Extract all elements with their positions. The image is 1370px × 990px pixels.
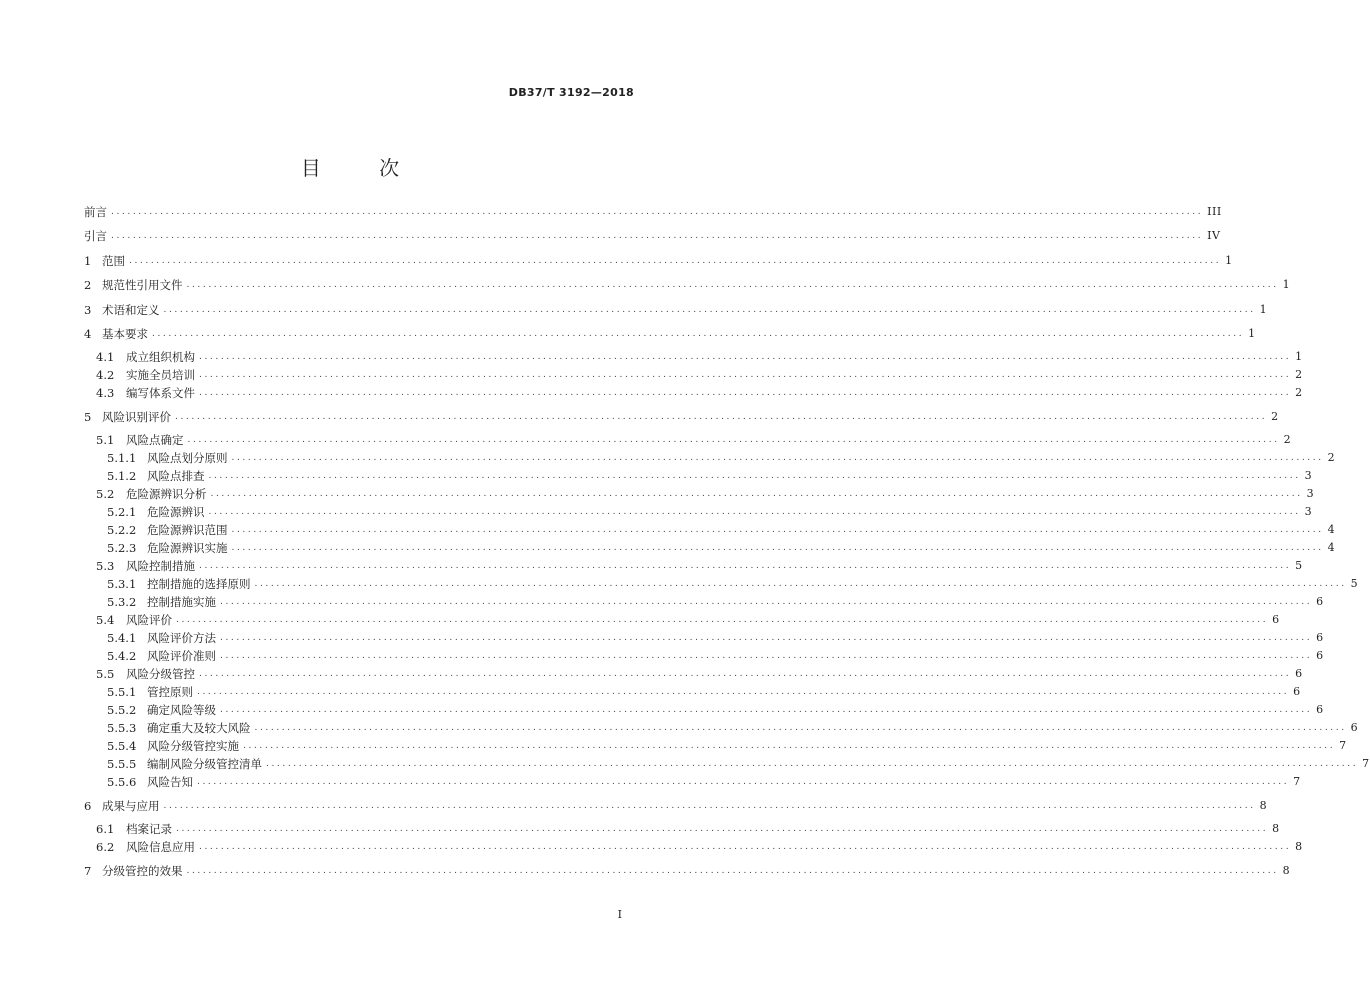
toc-entry[interactable] — [84, 558, 1303, 574]
toc-entry-label: 成立组织机构 — [126, 350, 195, 364]
toc-entry[interactable] — [84, 326, 1256, 342]
toc-entry-label: 风险识别评价 — [102, 410, 171, 424]
toc-entry-page: 4 — [1327, 541, 1336, 554]
toc-entry-label: 风险点排查 — [147, 469, 205, 483]
toc-entry-page: 2 — [1295, 386, 1303, 399]
toc-entry-number: 2 — [84, 278, 92, 292]
toc-dot-leader: ........................................................................................................................................................................................................ — [197, 687, 1290, 697]
toc-entry-number: 5.4.2 — [107, 649, 137, 663]
toc-entry-number: 4 — [84, 327, 92, 341]
toc-dot-leader: ........................................................................................................................................................................................................ — [163, 801, 1256, 811]
toc-entry-number: 6.1 — [96, 822, 115, 836]
toc-entry-number: 5.3.1 — [107, 577, 137, 591]
toc-entry-page: III — [1207, 205, 1222, 218]
toc-entry[interactable] — [84, 821, 1280, 837]
toc-entry-label: 前言 — [84, 205, 107, 219]
toc-dot-leader: ........................................................................................................................................................................................................ — [186, 866, 1279, 876]
toc-entry[interactable] — [84, 798, 1268, 814]
toc-entry-label: 实施全员培训 — [126, 368, 195, 382]
toc-entry-number: 5.4.1 — [107, 631, 137, 645]
toc-entry-label: 风险告知 — [147, 775, 193, 789]
toc-entry-page: 6 — [1316, 631, 1324, 644]
toc-entry[interactable] — [84, 468, 1313, 484]
toc-dot-leader: ........................................................................................................................................................................................................ — [208, 507, 1301, 517]
toc-entry-page: 2 — [1295, 368, 1303, 381]
toc-entry-label: 编写体系文件 — [126, 386, 195, 400]
toc-entry-number: 5.3 — [96, 559, 115, 573]
toc-entry-page: 7 — [1293, 775, 1301, 788]
toc-entry-label: 控制措施的选择原则 — [147, 577, 251, 591]
toc-dot-leader: ........................................................................................................................................................................................................ — [129, 256, 1222, 266]
toc-entry[interactable] — [84, 349, 1303, 365]
toc-dot-leader: ........................................................................................................................................................................................................ — [254, 723, 1347, 733]
toc-entry[interactable] — [84, 576, 1359, 592]
toc-entry-page: 1 — [1259, 303, 1268, 316]
toc-dot-leader: ........................................................................................................................................................................................................ — [175, 412, 1268, 422]
toc-entry-label: 风险分级管控实施 — [147, 739, 239, 753]
toc-entry-label: 风险分级管控 — [126, 667, 195, 681]
toc-entry-number: 5.5.4 — [107, 739, 137, 753]
toc-entry-number: 5.5.1 — [107, 685, 137, 699]
toc-dot-leader: ........................................................................................................................................................................................................ — [231, 453, 1324, 463]
toc-entry-label: 规范性引用文件 — [102, 278, 183, 292]
toc-entry-number: 5.1 — [96, 433, 115, 447]
toc-dot-leader: ........................................................................................................................................................................................................ — [197, 777, 1290, 787]
toc-dot-leader: ........................................................................................................................................................................................................ — [254, 579, 1347, 589]
toc-entry-page: 8 — [1282, 864, 1291, 877]
toc-entry-number: 5.3.2 — [107, 595, 137, 609]
toc-entry-number: 5.2.1 — [107, 505, 137, 519]
toc-entry-page: 1 — [1295, 350, 1303, 363]
toc-entry-number: 5.5.6 — [107, 775, 137, 789]
toc-entry[interactable] — [84, 385, 1303, 401]
toc-entry-page: 6 — [1350, 721, 1359, 734]
toc-entry[interactable] — [84, 450, 1336, 466]
toc-entry-page: 6 — [1272, 613, 1280, 626]
toc-entry-number: 5.5.2 — [107, 703, 137, 717]
toc-entry-page: 4 — [1327, 523, 1336, 536]
toc-entry-label: 成果与应用 — [102, 799, 160, 813]
toc-entry-label: 风险评价方法 — [147, 631, 216, 645]
toc-dot-leader: ........................................................................................................................................................................................................ — [266, 759, 1359, 769]
toc-entry[interactable] — [84, 486, 1315, 502]
toc-entry[interactable] — [84, 684, 1301, 700]
toc-entry-page: 2 — [1271, 410, 1279, 423]
toc-entry-page: 8 — [1295, 840, 1303, 853]
toc-entry[interactable] — [84, 367, 1303, 383]
toc-entry-label: 档案记录 — [126, 822, 172, 836]
toc-entry-label: 危险源辨识实施 — [147, 541, 228, 555]
toc-dot-leader: ........................................................................................................................................................................................................ — [163, 305, 1256, 315]
toc-dot-leader: ........................................................................................................................................................................................................ — [220, 651, 1313, 661]
toc-entry-number: 5.5.5 — [107, 757, 137, 771]
toc-entry-label: 危险源辨识范围 — [147, 523, 228, 537]
toc-entry-number: 4.3 — [96, 386, 115, 400]
toc-entry-label: 风险评价 — [126, 613, 172, 627]
toc-entry-number: 4.2 — [96, 368, 115, 382]
toc-dot-leader: ........................................................................................................................................................................................................ — [199, 561, 1292, 571]
toc-dot-leader: ........................................................................................................................................................................................................ — [220, 705, 1313, 715]
toc-entry-label: 术语和定义 — [102, 303, 160, 317]
toc-entry-label: 危险源辨识 — [147, 505, 205, 519]
toc-entry[interactable] — [84, 277, 1291, 293]
toc-entry-page: 3 — [1306, 487, 1315, 500]
toc-dot-leader: ........................................................................................................................................................................................................ — [210, 489, 1303, 499]
toc-dot-leader: ........................................................................................................................................................................................................ — [199, 352, 1292, 362]
toc-entry-page: 7 — [1339, 739, 1347, 752]
toc-entry-number: 5 — [84, 410, 92, 424]
toc-entry-page: IV — [1207, 229, 1221, 242]
toc-entry-page: 3 — [1304, 505, 1313, 518]
toc-entry-page: 8 — [1272, 822, 1280, 835]
toc-entry-label: 风险控制措施 — [126, 559, 195, 573]
toc-entry-label: 风险信息应用 — [126, 840, 195, 854]
toc-entry[interactable] — [84, 863, 1291, 879]
toc-entry-label: 编制风险分级管控清单 — [147, 757, 262, 771]
toc-dot-leader: ........................................................................................................................................................................................................ — [187, 435, 1280, 445]
toc-entry-page: 6 — [1316, 595, 1324, 608]
toc-entry-number: 5.4 — [96, 613, 115, 627]
toc-entry-page: 2 — [1283, 433, 1292, 446]
toc-entry[interactable] — [84, 839, 1303, 855]
toc-entry-number: 7 — [84, 864, 92, 878]
toc-entry[interactable] — [84, 504, 1313, 520]
toc-entry-page: 1 — [1248, 327, 1256, 340]
toc-entry-label: 风险点确定 — [126, 433, 184, 447]
toc-entry-label: 管控原则 — [147, 685, 193, 699]
toc-dot-leader: ........................................................................................................................................................................................................ — [243, 741, 1336, 751]
toc-entry-page: 7 — [1362, 757, 1370, 770]
toc-entry-label: 基本要求 — [102, 327, 148, 341]
toc-dot-leader: ........................................................................................................................................................................................................ — [176, 615, 1269, 625]
toc-entry-page: 6 — [1293, 685, 1301, 698]
toc-dot-leader: ........................................................................................................................................................................................................ — [176, 824, 1269, 834]
toc-entry-page: 5 — [1350, 577, 1359, 590]
document-id: DB37/T 3192—2018 — [508, 86, 634, 99]
toc-entry-label: 危险源辨识分析 — [126, 487, 207, 501]
toc-entry-label: 确定风险等级 — [147, 703, 216, 717]
toc-entry[interactable] — [84, 774, 1301, 790]
toc-entry[interactable] — [84, 432, 1292, 448]
toc-entry-number: 6.2 — [96, 840, 115, 854]
toc-entry-page: 6 — [1316, 649, 1324, 662]
toc-entry-number: 5.2.3 — [107, 541, 137, 555]
toc-entry-page: 6 — [1316, 703, 1324, 716]
toc-entry-label: 确定重大及较大风险 — [147, 721, 251, 735]
toc-entry-number: 6 — [84, 799, 92, 813]
toc-dot-leader: ........................................................................................................................................................................................................ — [111, 231, 1204, 241]
toc-entry[interactable] — [84, 666, 1303, 682]
toc-entry[interactable] — [84, 630, 1324, 646]
toc-entry[interactable] — [84, 204, 1222, 220]
toc-dot-leader: ........................................................................................................................................................................................................ — [220, 597, 1313, 607]
toc-entry-page: 5 — [1295, 559, 1303, 572]
toc-entry-label: 控制措施实施 — [147, 595, 216, 609]
toc-entry[interactable] — [84, 409, 1279, 425]
toc-dot-leader: ........................................................................................................................................................................................................ — [199, 388, 1292, 398]
toc-entry-number: 5.1.2 — [107, 469, 137, 483]
toc-dot-leader: ........................................................................................................................................................................................................ — [199, 669, 1292, 679]
toc-dot-leader: ........................................................................................................................................................................................................ — [231, 543, 1324, 553]
toc-entry-page: 1 — [1225, 254, 1233, 267]
toc-entry-page: 6 — [1295, 667, 1303, 680]
toc-entry-page: 2 — [1327, 451, 1336, 464]
toc-entry[interactable] — [84, 540, 1336, 556]
toc-entry[interactable] — [84, 720, 1359, 736]
toc-dot-leader: ........................................................................................................................................................................................................ — [186, 280, 1279, 290]
toc-entry[interactable] — [84, 253, 1233, 269]
toc-entry-number: 5.5.3 — [107, 721, 137, 735]
toc-entry-label: 范围 — [102, 254, 125, 268]
toc-entry[interactable] — [84, 594, 1324, 610]
toc-entry-label: 分级管控的效果 — [102, 864, 183, 878]
toc-entry-number: 5.1.1 — [107, 451, 137, 465]
page-number: I — [617, 908, 622, 921]
toc-dot-leader: ........................................................................................................................................................................................................ — [208, 471, 1301, 481]
toc-entry-label: 引言 — [84, 229, 107, 243]
toc-dot-leader: ........................................................................................................................................................................................................ — [220, 633, 1313, 643]
toc-entry[interactable] — [84, 522, 1336, 538]
toc-entry-number: 5.2 — [96, 487, 115, 501]
toc-dot-leader: ........................................................................................................................................................................................................ — [199, 370, 1292, 380]
toc-entry-number: 1 — [84, 254, 92, 268]
toc-entry-number: 5.2.2 — [107, 523, 137, 537]
toc-entry-number: 4.1 — [96, 350, 115, 364]
toc-dot-leader: ........................................................................................................................................................................................................ — [231, 525, 1324, 535]
toc-entry-page: 8 — [1259, 799, 1268, 812]
toc-entry[interactable] — [84, 302, 1268, 318]
toc-entry-number: 3 — [84, 303, 92, 317]
page-title: 目 次 — [300, 156, 426, 180]
toc-entry-page: 3 — [1304, 469, 1313, 482]
toc-entry[interactable] — [84, 756, 1370, 772]
toc-entry-label: 风险点划分原则 — [147, 451, 228, 465]
toc-dot-leader: ........................................................................................................................................................................................................ — [152, 329, 1245, 339]
toc-dot-leader: ........................................................................................................................................................................................................ — [111, 207, 1204, 217]
toc-entry[interactable] — [84, 648, 1324, 664]
toc-entry-page: 1 — [1282, 278, 1291, 291]
toc-entry-label: 风险评价准则 — [147, 649, 216, 663]
toc-entry[interactable] — [84, 702, 1324, 718]
toc-entry[interactable] — [84, 738, 1347, 754]
toc-entry-number: 5.5 — [96, 667, 115, 681]
toc-dot-leader: ........................................................................................................................................................................................................ — [199, 842, 1292, 852]
toc-entry[interactable] — [84, 228, 1221, 244]
toc-entry[interactable] — [84, 612, 1280, 628]
